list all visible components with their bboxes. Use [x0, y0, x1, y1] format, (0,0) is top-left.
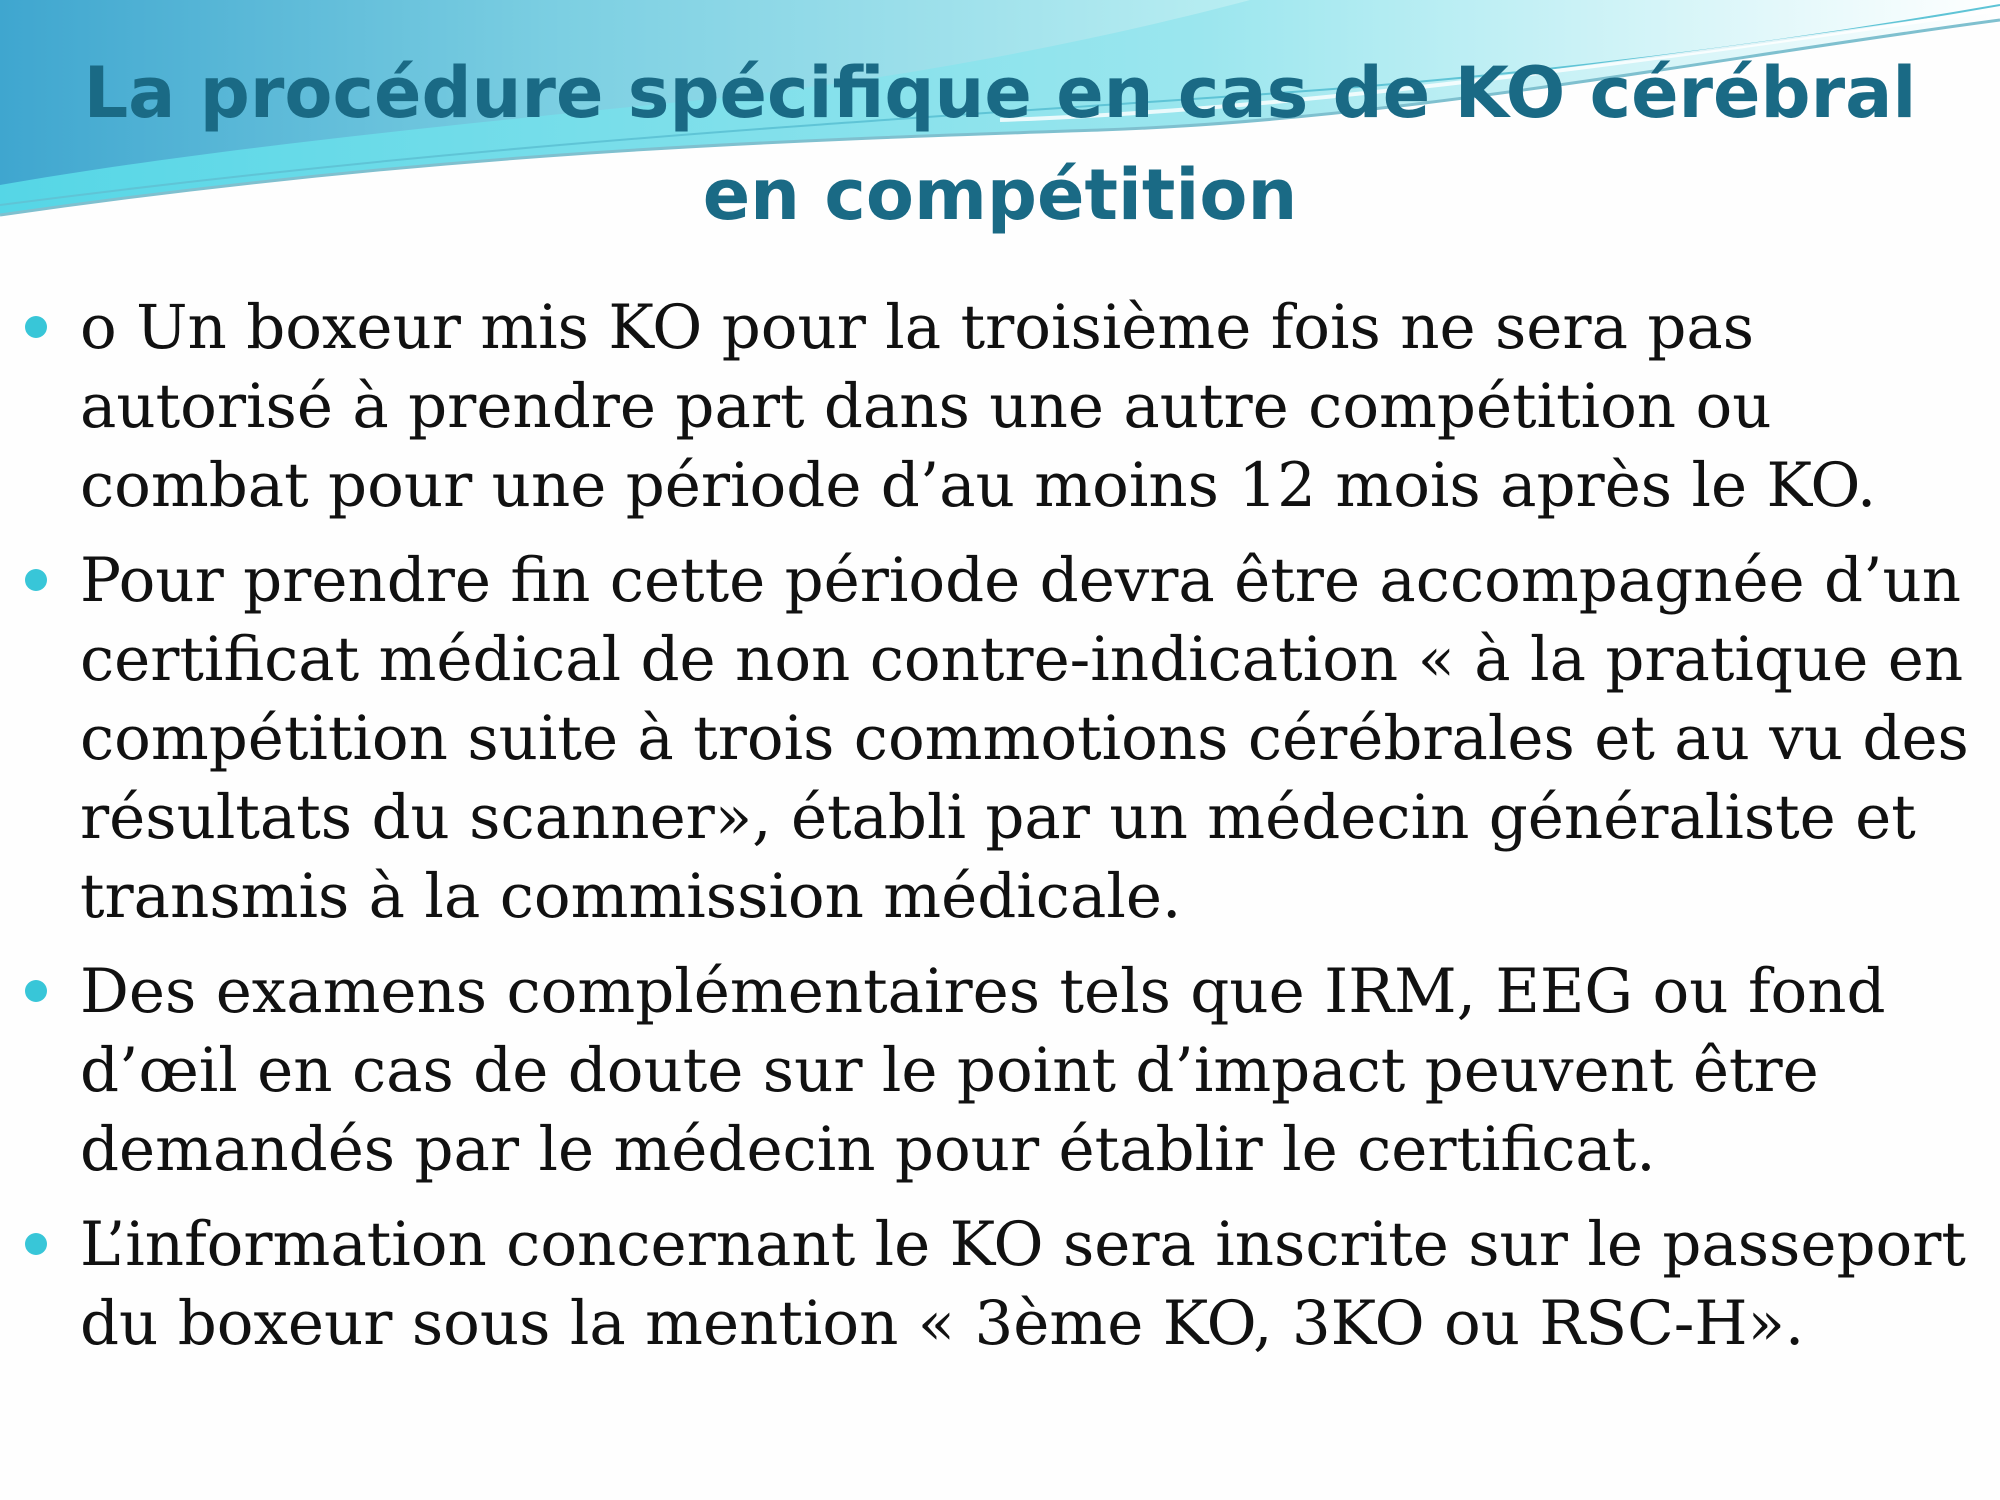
bullet-text-line: autorisé à prendre part dans une autre compétition ou	[80, 371, 1772, 442]
bullet-text-line: combat pour une période d’au moins 12 mois après le KO.	[80, 450, 1877, 521]
bullet-text-line: transmis à la commission médicale.	[80, 861, 1182, 932]
bullet-dot-icon	[25, 569, 47, 591]
bullet-dot-icon	[25, 316, 47, 338]
bullet-text-line: demandés par le médecin pour établir le certificat.	[80, 1114, 1656, 1185]
bullet-text-line: Pour prendre fin cette période devra être accompagnée d’un	[80, 545, 1962, 616]
bullet-item	[0, 1205, 2000, 1363]
bullet-dot-icon	[25, 980, 47, 1002]
slide-title-line-2: en compétition	[702, 154, 1298, 236]
bullet-text-line: Des examens complémentaires tels que IRM, EEG ou fond	[80, 956, 1886, 1027]
bullet-text-line: résultats du scanner», établi par un médecin généraliste et	[80, 782, 1916, 853]
bullet-item	[0, 288, 2000, 525]
bullet-list	[0, 288, 2000, 1379]
bullet-text-line: L’information concernant le KO sera inscrite sur le passeport	[80, 1209, 1966, 1280]
bullet-text-line: du boxeur sous la mention « 3ème KO, 3KO ou RSC-H».	[80, 1288, 1805, 1359]
bullet-text-line: compétition suite à trois commotions cérébrales et au vu des	[80, 703, 1969, 774]
bullet-dot-icon	[25, 1233, 47, 1255]
bullet-text-line: d’œil en cas de doute sur le point d’impact peuvent être	[80, 1035, 1819, 1106]
bullet-text-line: o Un boxeur mis KO pour la troisième fois ne sera pas	[80, 292, 1755, 363]
bullet-item	[0, 952, 2000, 1189]
bullet-item	[0, 541, 2000, 936]
slide-title	[60, 42, 1940, 246]
slide-title-line-1: La procédure spécifique en cas de KO cérébral	[83, 52, 1917, 134]
bullet-text-line: certificat médical de non contre-indication « à la pratique en	[80, 624, 1964, 695]
